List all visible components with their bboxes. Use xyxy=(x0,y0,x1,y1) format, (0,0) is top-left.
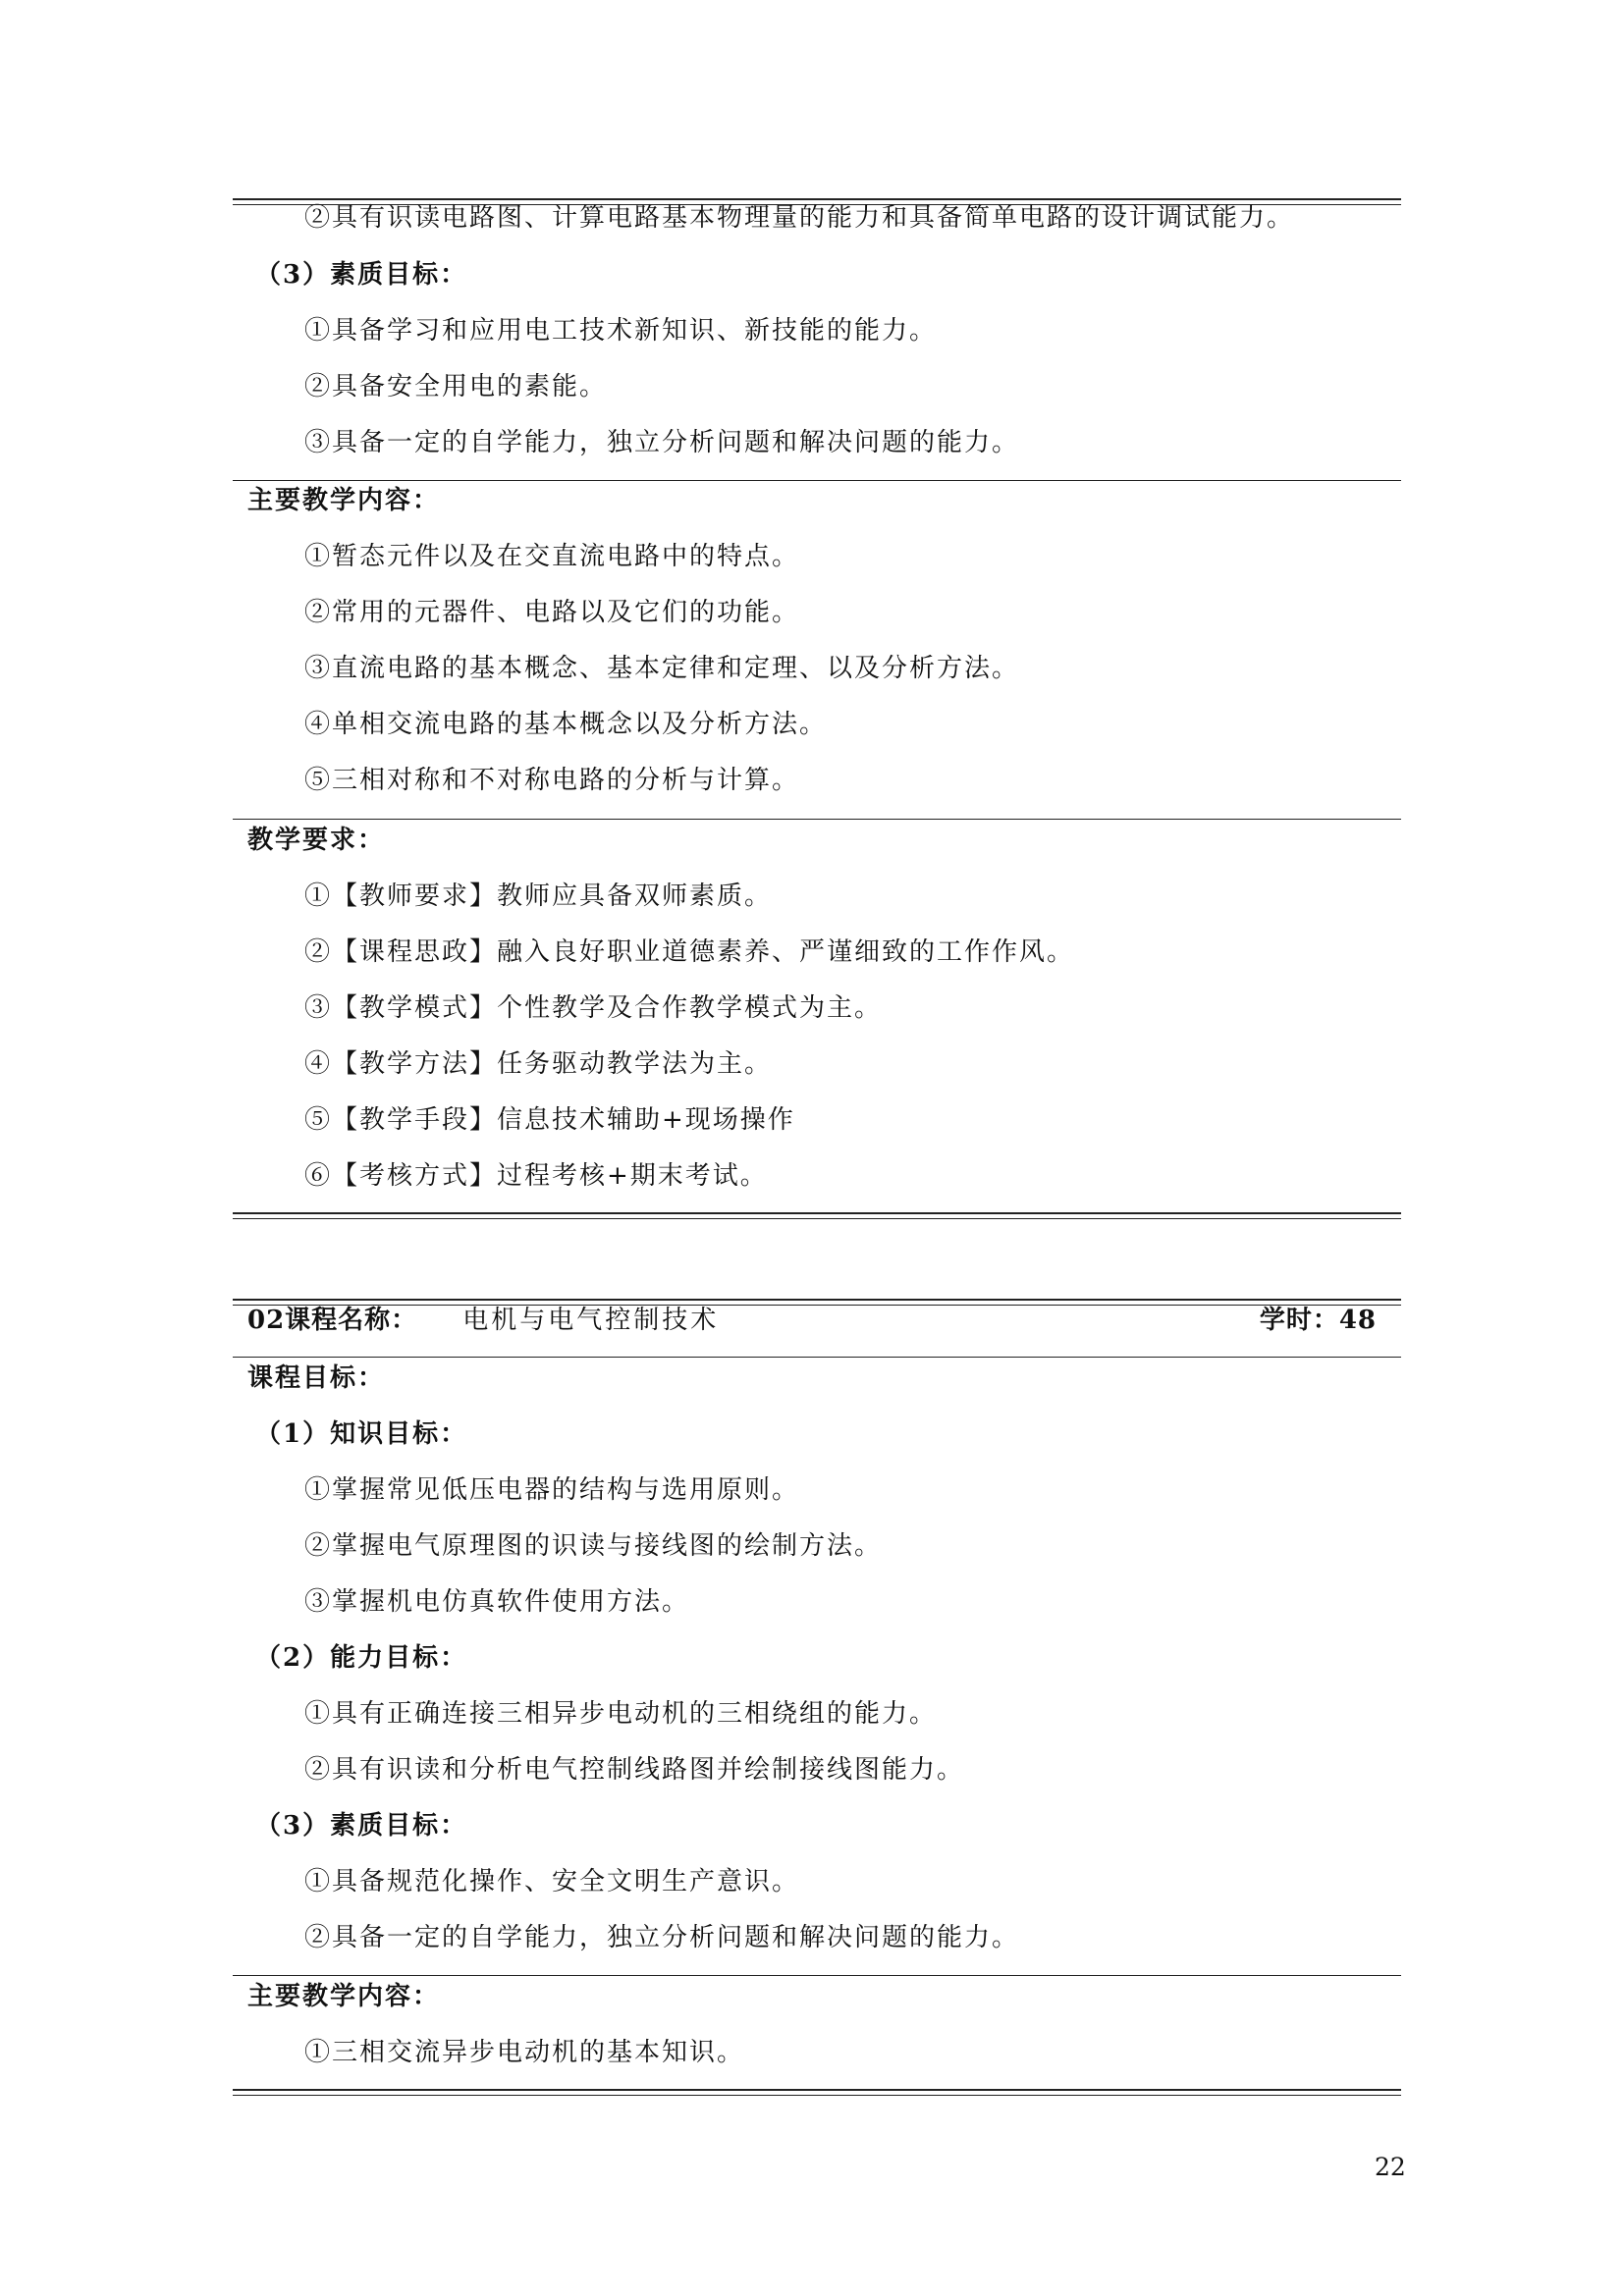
requirement-item: ②【课程思政】融入良好职业道德素养、严谨细致的工作作风。 xyxy=(304,937,1075,967)
content-item: ②常用的元器件、电路以及它们的功能。 xyxy=(304,598,800,627)
course-label: 02课程名称： xyxy=(247,1306,418,1335)
ability-item: ②具有识读和分析电气控制线路图并绘制接线图能力。 xyxy=(304,1755,965,1785)
content-item: ⑤三相对称和不对称电路的分析与计算。 xyxy=(304,766,800,795)
section-divider xyxy=(233,1975,1401,1976)
ability-heading: （2）能力目标： xyxy=(255,1643,468,1673)
knowledge-item: ②掌握电气原理图的识读与接线图的绘制方法。 xyxy=(304,1531,883,1561)
quality-heading: （3）素质目标： xyxy=(255,260,468,290)
course-hours: 学时：48 xyxy=(1259,1306,1377,1335)
knowledge-item: ①掌握常见低压电器的结构与选用原则。 xyxy=(304,1475,800,1505)
ability-item: ①具有正确连接三相异步电动机的三相绕组的能力。 xyxy=(304,1699,938,1729)
content-heading: 主要教学内容： xyxy=(247,486,441,515)
table-border-bottom xyxy=(233,2089,1401,2096)
course-name: 电机与电气控制技术 xyxy=(462,1306,720,1335)
knowledge-heading: （1）知识目标： xyxy=(255,1419,468,1449)
quality-item: ①具备规范化操作、安全文明生产意识。 xyxy=(304,1867,800,1896)
quality-item: ③具备一定的自学能力，独立分析问题和解决问题的能力。 xyxy=(304,428,1020,457)
goals-heading: 课程目标： xyxy=(247,1363,386,1393)
quality-item: ②具备安全用电的素能。 xyxy=(304,372,608,401)
quality-item: ②具备一定的自学能力，独立分析问题和解决问题的能力。 xyxy=(304,1923,1020,1952)
ability-item: ②具有识读电路图、计算电路基本物理量的能力和具备简单电路的设计调试能力。 xyxy=(304,203,1295,233)
section-divider xyxy=(233,480,1401,481)
content-item: ①暂态元件以及在交直流电路中的特点。 xyxy=(304,542,800,571)
table-border-bottom xyxy=(233,1212,1401,1219)
content-item: ④单相交流电路的基本概念以及分析方法。 xyxy=(304,710,828,739)
content-heading: 主要教学内容： xyxy=(247,1982,441,2011)
knowledge-item: ③掌握机电仿真软件使用方法。 xyxy=(304,1587,690,1617)
quality-heading: （3）素质目标： xyxy=(255,1811,468,1841)
page-number: 22 xyxy=(1375,2153,1406,2181)
content-item: ①三相交流异步电动机的基本知识。 xyxy=(304,2038,745,2067)
section-divider xyxy=(233,1357,1401,1358)
course-header xyxy=(247,1303,1377,1338)
requirement-item: ①【教师要求】教师应具备双师素质。 xyxy=(304,881,773,911)
content-item: ③直流电路的基本概念、基本定律和定理、以及分析方法。 xyxy=(304,654,1020,683)
requirements-heading: 教学要求： xyxy=(247,826,386,855)
quality-item: ①具备学习和应用电工技术新知识、新技能的能力。 xyxy=(304,316,938,346)
requirement-item: ③【教学模式】个性教学及合作教学模式为主。 xyxy=(304,993,883,1023)
requirement-item: ④【教学方法】任务驱动教学法为主。 xyxy=(304,1049,773,1079)
requirement-item: ⑤【教学手段】信息技术辅助+现场操作 xyxy=(304,1105,795,1135)
requirement-item: ⑥【考核方式】过程考核+期末考试。 xyxy=(304,1161,768,1191)
section-divider xyxy=(233,819,1401,820)
